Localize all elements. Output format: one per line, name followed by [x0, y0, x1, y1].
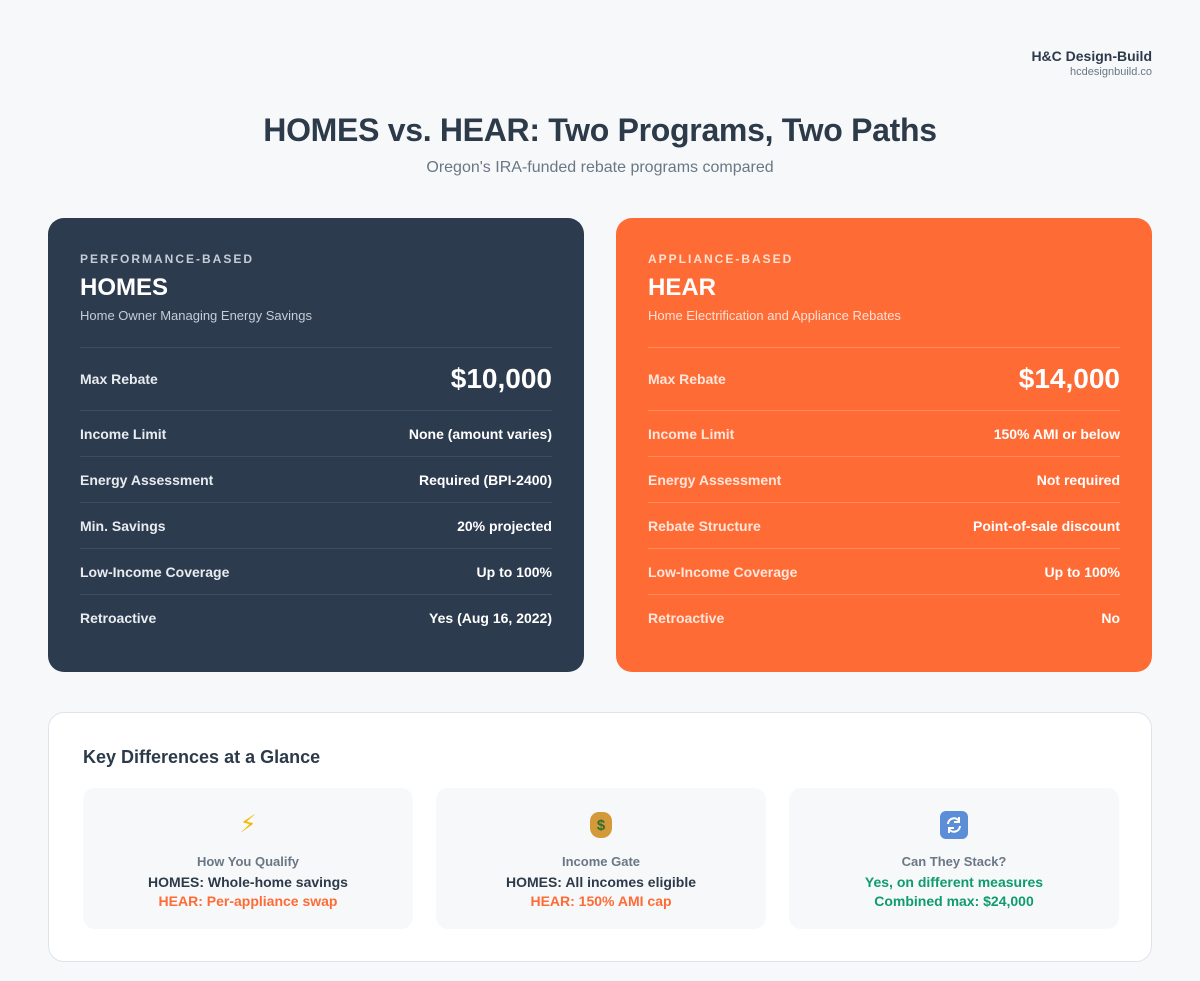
homes-row-max-rebate: [80, 347, 552, 410]
difference-hear-line: HEAR: 150% AMI cap: [530, 893, 672, 909]
row-label: Rebate Structure: [648, 517, 761, 534]
difference-combined-max-line: Combined max: $24,000: [874, 893, 1034, 909]
hear-row-retroactive: [648, 594, 1120, 640]
row-label: Income Limit: [80, 425, 167, 442]
homes-row-income-limit: [80, 410, 552, 456]
hear-row-rebate-structure: [648, 502, 1120, 548]
brand-name: H&C Design-Build: [1031, 48, 1152, 64]
row-value: Required (BPI-2400): [418, 471, 552, 488]
hear-row-energy-assessment: [648, 456, 1120, 502]
row-label: Retroactive: [648, 609, 725, 626]
brand-url: hcdesignbuild.co: [1070, 66, 1152, 78]
hear-row-max-rebate: [648, 347, 1120, 410]
row-label: Max Rebate: [80, 371, 158, 387]
difference-stack-line: Yes, on different measures: [864, 874, 1044, 890]
difference-heading: How You Qualify: [196, 854, 300, 869]
row-label: Energy Assessment: [80, 471, 214, 488]
difference-heading: Can They Stack?: [901, 854, 1007, 869]
cycle-arrows-svg: [944, 815, 964, 835]
homes-row-retroactive: [80, 594, 552, 640]
row-value: Up to 100%: [1044, 563, 1120, 580]
row-value: $14,000: [1018, 363, 1120, 394]
hear-full-name: Home Electrification and Appliance Rebates: [648, 308, 901, 323]
homes-eyebrow: PERFORMANCE-BASED: [80, 252, 255, 266]
row-value: Yes (Aug 16, 2022): [429, 609, 552, 626]
difference-income-gate: [436, 788, 766, 929]
hear-name: HEAR: [648, 274, 717, 301]
difference-homes-line: HOMES: All incomes eligible: [505, 874, 697, 890]
row-value: No: [1101, 609, 1120, 626]
key-differences-title: Key Differences at a Glance: [83, 747, 321, 767]
homes-row-energy-assessment: [80, 456, 552, 502]
hear-card: [616, 218, 1152, 672]
row-label: Low-Income Coverage: [648, 563, 798, 580]
difference-hear-line: HEAR: Per-appliance swap: [158, 893, 338, 909]
row-value: Point-of-sale discount: [973, 517, 1120, 534]
row-label: Energy Assessment: [648, 471, 782, 488]
row-value: 150% AMI or below: [993, 425, 1120, 442]
row-value: 20% projected: [457, 517, 552, 534]
money-bag-icon: $: [590, 812, 612, 838]
difference-can-they-stack: [789, 788, 1119, 929]
row-label: Retroactive: [80, 609, 157, 626]
row-label: Low-Income Coverage: [80, 563, 230, 580]
difference-heading: Income Gate: [561, 854, 641, 869]
row-value: None (amount varies): [408, 425, 552, 442]
row-value: $10,000: [450, 363, 552, 394]
hear-row-income-limit: [648, 410, 1120, 456]
homes-name: HOMES: [80, 274, 169, 301]
row-label: Min. Savings: [80, 517, 166, 534]
page-subtitle: Oregon's IRA-funded rebate programs compared: [426, 159, 774, 176]
homes-row-low-income-coverage: [80, 548, 552, 594]
lightning-bolt-icon: ⚡: [239, 811, 257, 838]
row-value: Not required: [1036, 471, 1120, 488]
hear-details: [648, 347, 1120, 640]
row-label: Max Rebate: [648, 371, 726, 387]
hear-row-low-income-coverage: [648, 548, 1120, 594]
homes-full-name: Home Owner Managing Energy Savings: [80, 308, 312, 323]
homes-card: [48, 218, 584, 672]
difference-homes-line: HOMES: Whole-home savings: [148, 874, 348, 890]
cycle-arrows-icon: [940, 811, 968, 839]
brand-block: [1031, 48, 1152, 78]
row-label: Income Limit: [648, 425, 735, 442]
homes-details: [80, 347, 552, 640]
difference-how-you-qualify: [83, 788, 413, 929]
money-bag-icon-wrap: [586, 810, 616, 840]
homes-row-min-savings: [80, 502, 552, 548]
key-differences-panel: [48, 712, 1152, 962]
cycle-arrows-icon-wrap: [939, 810, 969, 840]
row-value: Up to 100%: [476, 563, 552, 580]
page-title: HOMES vs. HEAR: Two Programs, Two Paths: [263, 112, 937, 148]
hear-eyebrow: APPLIANCE-BASED: [648, 252, 794, 266]
